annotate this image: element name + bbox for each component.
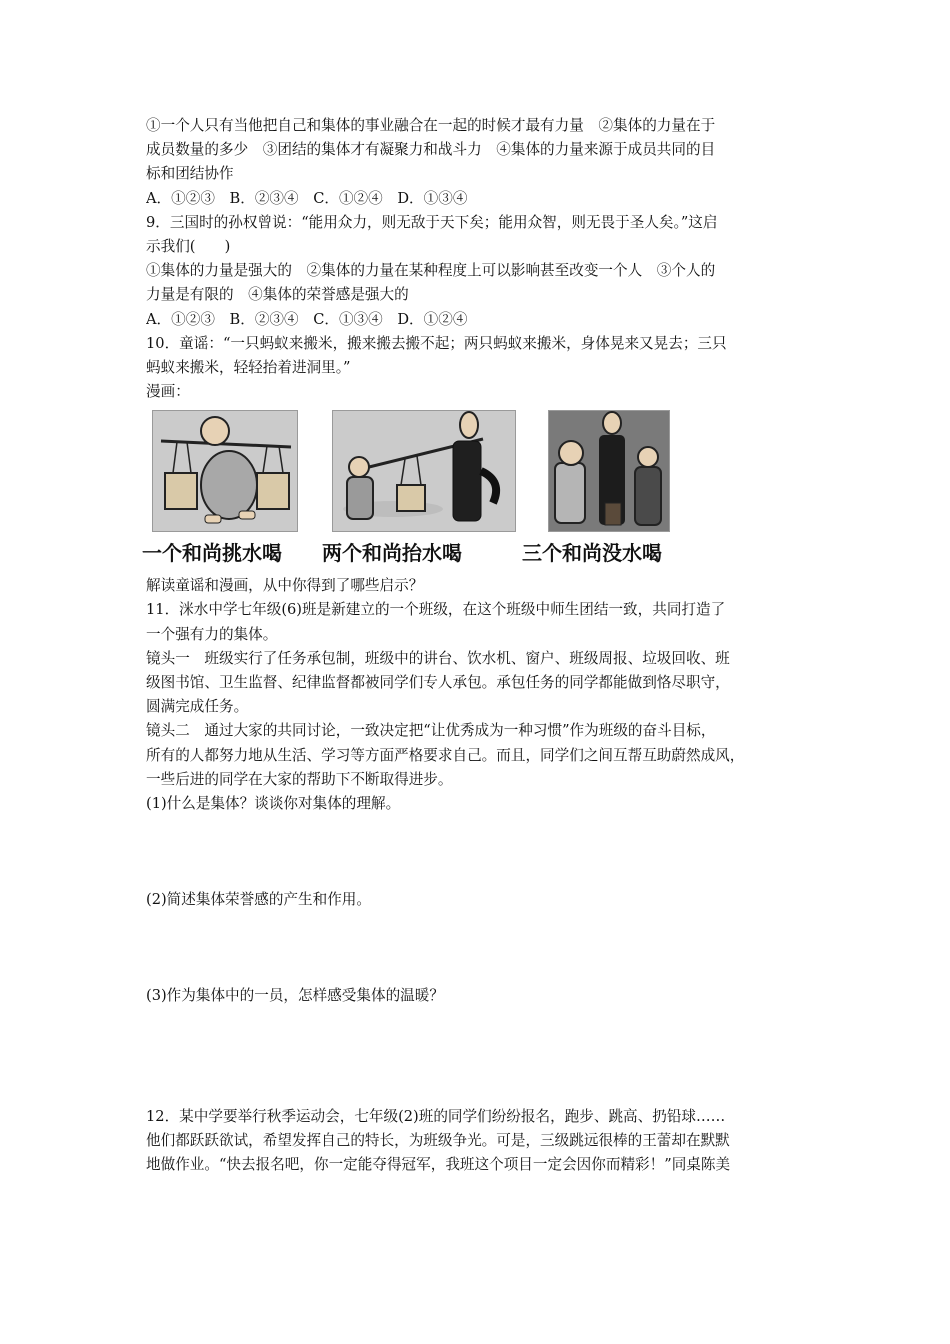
comic-captions (142, 538, 808, 574)
sub-question-3: (3)作为集体中的一员，怎样感受集体的温暖？ (146, 987, 444, 1005)
sub-question-2: (2)简述集体荣誉感的产生和作用。 (146, 891, 371, 909)
question-9-block (146, 211, 808, 332)
text-line: 镜头二 通过大家的共同讨论，一致决定把“让优秀成为一种习惯”作为班级的奋斗目标， (146, 722, 716, 740)
comic-caption: 两个和尚抬水喝 (322, 541, 462, 566)
comic-panel-three-monks (548, 410, 670, 532)
text-line: 9．三国时的孙权曾说：“能用众力，则无敌于天下矣；能用众智，则无畏于圣人矣。”这启 (146, 213, 718, 231)
text-line: 12．某中学要举行秋季运动会，七年级(2)班的同学们纷纷报名，跑步、跳高、扔铅球…… (146, 1107, 726, 1125)
comic-caption: 三个和尚没水喝 (522, 541, 662, 566)
text-line: 标和团结协作 (146, 165, 234, 183)
comic-caption: 一个和尚挑水喝 (142, 541, 282, 566)
answer-space (146, 1009, 808, 1105)
comic-panel-two-monks (332, 410, 516, 532)
text-line: 力量是有限的 ④集体的荣誉感是强大的 (146, 286, 409, 304)
text-line: 示我们( ) (146, 237, 231, 255)
text-line: 成员数量的多少 ③团结的集体才有凝聚力和战斗力 ④集体的力量来源于成员共同的目 (146, 141, 716, 159)
text-line: 一些后进的同学在大家的帮助下不断取得进步。 (146, 770, 453, 788)
text-line: 10．童谣：“一只蚂蚁来搬米，搬来搬去搬不起；两只蚂蚁来搬米，身体晃来又晃去；三只 (146, 334, 727, 352)
sub-question-1: (1)什么是集体？谈谈你对集体的理解。 (146, 794, 401, 812)
answer-options: A．①②③ B．②③④ C．①②④ D．①③④ (146, 189, 468, 207)
text-line: 级图书馆、卫生监督、纪律监督都被同学们专人承包。承包任务的同学都能做到恪尽职守， (146, 674, 730, 691)
text-line: 所有的人都努力地从生活、学习等方面严格要求自己。而且，同学们之间互帮互助蔚然成风， (146, 746, 745, 764)
question-prompt: 解读童谣和漫画，从中你得到了哪些启示？ (146, 577, 424, 595)
comic-panel-one-monk (152, 410, 298, 532)
question-12-block (146, 1105, 808, 1178)
text-line: 漫画： (146, 383, 190, 401)
question-11-block (146, 598, 808, 1104)
text-line: 地做作业。“快去报名吧，你一定能夺得冠军，我班这个项目一定会因你而精彩！”同桌陈美 (146, 1155, 731, 1173)
answer-space (146, 816, 808, 888)
text-line: 镜头一 班级实行了任务承包制，班级中的讲台、饮水机、窗户、班级周报、垃圾回收、班 (146, 649, 730, 667)
question-8-block (146, 114, 808, 211)
text-line: 一个强有力的集体。 (146, 625, 278, 643)
text-line: 蚂蚁来搬米，轻轻抬着进洞里。” (146, 358, 351, 376)
answer-space (146, 912, 808, 984)
document-page (142, 114, 808, 1177)
text-line: ①集体的力量是强大的 ②集体的力量在某种程度上可以影响甚至改变一个人 ③个人的 (146, 262, 716, 280)
text-line: 11．洣水中学七年级(6)班是新建立的一个班级，在这个班级中师生团结一致，共同打造了 (146, 601, 726, 619)
comic-panels (146, 410, 808, 534)
text-line: 圆满完成任务。 (146, 698, 249, 716)
text-line: ①一个人只有当他把自己和集体的事业融合在一起的时候才最有力量 ②集体的力量在于 (146, 117, 716, 134)
text-line: 他们都跃跃欲试，希望发挥自己的特长，为班级争光。可是，三级跳远很棒的王蕾却在默默 (146, 1131, 730, 1149)
answer-options: A．①②③ B．②③④ C．①③④ D．①②④ (146, 310, 468, 328)
question-10-block (142, 332, 808, 599)
